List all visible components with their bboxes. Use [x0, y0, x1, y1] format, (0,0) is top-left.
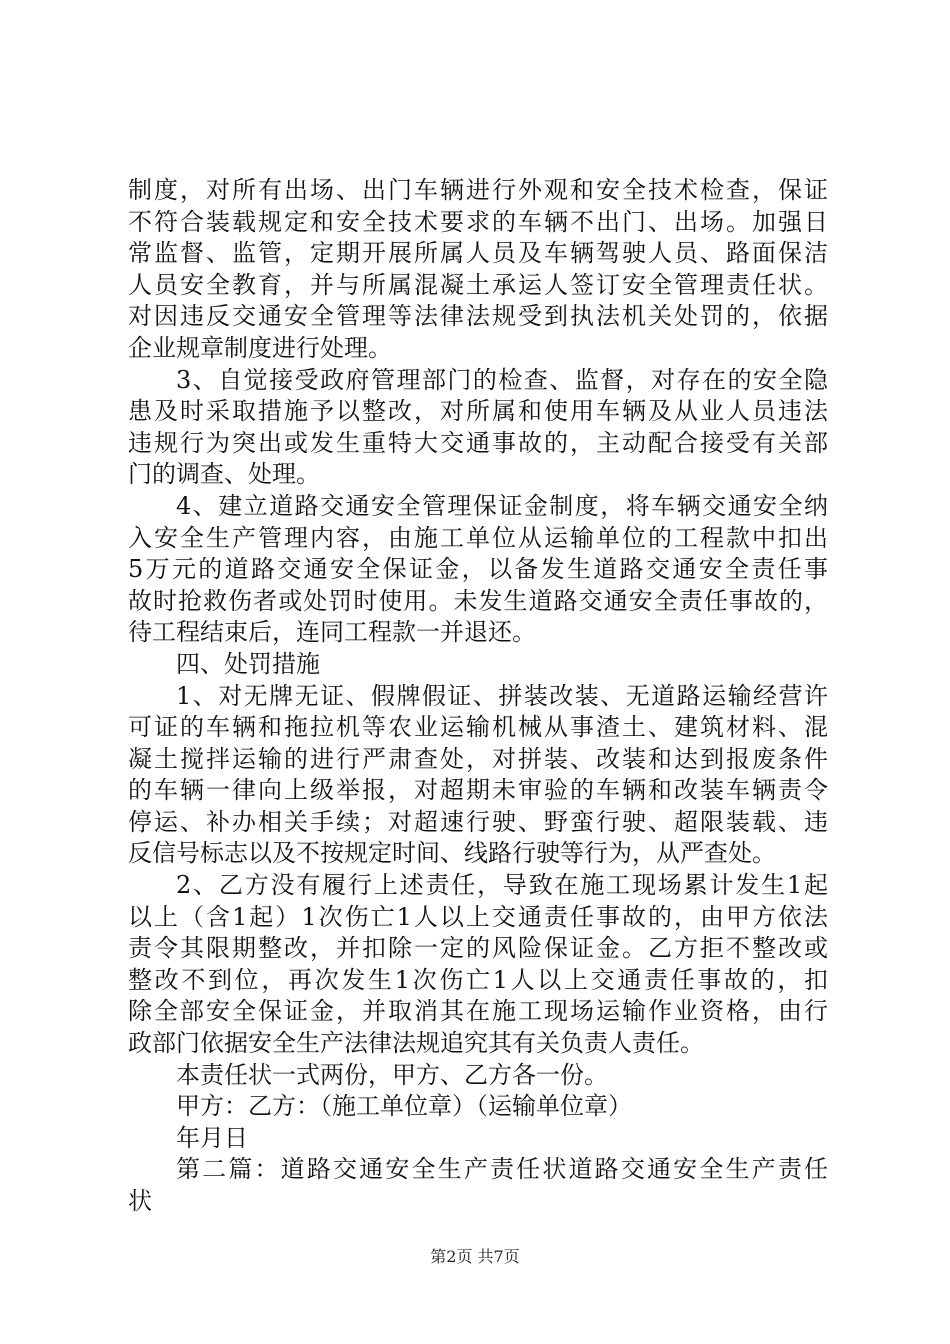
- text-line: 4、建立道路交通安全管理保证金制度，将车辆交通安全纳: [176, 491, 828, 520]
- text-line: 可证的车辆和拖拉机等农业运输机械从事渣土、建筑材料、混: [128, 713, 828, 742]
- text-line: 整改不到位，再次发生1次伤亡1人以上交通责任事故的，扣: [128, 965, 828, 994]
- text-line: 对因违反交通安全管理等法律法规受到执法机关处罚的，依据: [128, 302, 828, 331]
- text-line: 政部门依据安全生产法律法规追究其有关负责人责任。: [128, 1029, 704, 1058]
- text-line: 反信号标志以及不按规定时间、线路行驶等行为，从严查处。: [128, 839, 776, 868]
- document-body: [128, 175, 828, 1218]
- text-line: 常监督、监管，定期开展所属人员及车辆驾驶人员、路面保洁: [128, 239, 828, 268]
- date-line: 年月日: [176, 1123, 248, 1152]
- text-line: 故时抢救伤者或处罚时使用。未发生道路交通安全责任事故的，: [128, 586, 828, 615]
- text-line: 3、自觉接受政府管理部门的检查、监督，对存在的安全隐: [176, 365, 828, 394]
- text-line: 责令其限期整改，并扣除一定的风险保证金。乙方拒不整改或: [128, 934, 828, 963]
- chapter-heading-continued: 状: [128, 1187, 152, 1215]
- signature-line: 甲方：乙方：（施工单位章）（运输单位章）: [176, 1092, 632, 1121]
- page-number: 第2页 共7页: [430, 1247, 520, 1266]
- text-line: 除全部安全保证金，并取消其在施工现场运输作业资格，由行: [128, 997, 828, 1026]
- text-line: 待工程结束后，连同工程款一并退还。: [128, 618, 536, 647]
- text-line: 2、乙方没有履行上述责任，导致在施工现场累计发生1起: [176, 871, 828, 900]
- text-line: 门的调查、处理。: [128, 460, 320, 489]
- text-line: 凝土搅拌运输的进行严肃查处，对拼装、改装和达到报废条件: [128, 744, 828, 773]
- text-line: 本责任状一式两份，甲方、乙方各一份。: [176, 1060, 608, 1089]
- text-line: 1、对无牌无证、假牌假证、拼装改装、无道路运输经营许: [176, 681, 828, 710]
- text-line: 5万元的道路交通安全保证金，以备发生道路交通安全责任事: [128, 555, 828, 584]
- text-line: 的车辆一律向上级举报，对超期未审验的车辆和改装车辆责令: [128, 776, 828, 805]
- text-line: 入安全生产管理内容，由施工单位从运输单位的工程款中扣出: [128, 523, 828, 552]
- text-line: 人员安全教育，并与所属混凝土承运人签订安全管理责任状。: [128, 270, 828, 299]
- text-line: 违规行为突出或发生重特大交通事故的，主动配合接受有关部: [128, 428, 828, 457]
- text-line: 停运、补办相关手续；对超速行驶、野蛮行驶、超限装载、违: [128, 807, 828, 836]
- text-line: 患及时采取措施予以整改，对所属和使用车辆及从业人员违法: [128, 397, 828, 426]
- text-line: 以上（含1起）1次伤亡1人以上交通责任事故的，由甲方依法: [128, 902, 828, 931]
- text-line: 制度，对所有出场、出门车辆进行外观和安全技术检查，保证: [128, 176, 828, 204]
- text-line: 不符合装载规定和安全技术要求的车辆不出门、出场。加强日: [128, 207, 828, 236]
- text-line: 企业规章制度进行处理。: [128, 333, 392, 362]
- section-heading: 四、处罚措施: [176, 649, 320, 678]
- page-footer: [0, 1244, 950, 1267]
- chapter-heading: 第二篇：道路交通安全生产责任状道路交通安全生产责任: [176, 1155, 828, 1184]
